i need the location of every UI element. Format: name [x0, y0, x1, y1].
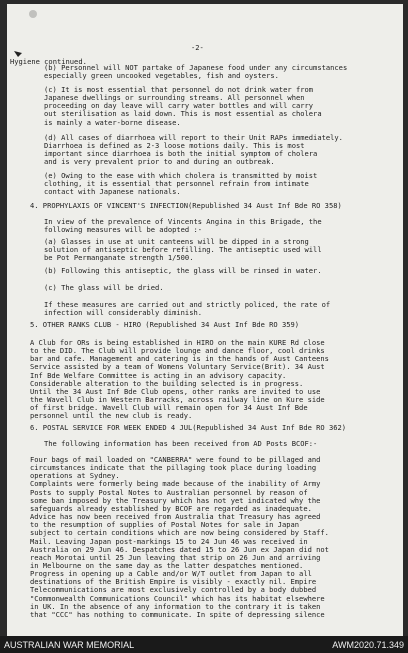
text-line: (e) Owing to the ease with which cholera is transmitted by moist: [44, 171, 318, 180]
text-line: 4. PROPHYLAXIS OF VINCENT'S INFECTION(Republished 34 Aust Inf Bde RO 358): [30, 201, 342, 210]
text-line: proceeding on day leave will carry water bottles and will carry: [44, 101, 314, 111]
text-line: 6. POSTAL SERVICE FOR WEEK ENDED 4 JUL(Republished 34 Aust Inf Bde RO 362): [30, 423, 347, 432]
text-line: in Melbourne on the same day as the latter despatches mentioned.: [30, 560, 304, 570]
text-line: clothing, it is essential that personnel refrain from intimate: [44, 179, 309, 189]
text-line: infection will considerably diminish.: [44, 308, 203, 318]
text-line: Posts to supply Postal Notes to Australian personnel by reason of: [30, 487, 308, 497]
text-line: (c) It is most essential that personnel do not drink water from: [44, 85, 314, 94]
text-line: Complaints were formerly being made because of the inability of Army: [30, 479, 321, 489]
text-line: If these measures are carried out and strictly policed, the rate of: [44, 300, 331, 309]
text-line: solution of antiseptic before refilling. The antiseptic used will: [44, 245, 322, 255]
text-line: Telecommunications are most exclusively controlled by a body dubbed: [30, 585, 317, 595]
text-line: (c) The glass will be dried.: [44, 283, 164, 292]
hygiene-continued-heading: Hygiene continued.: [10, 57, 87, 66]
text-line: Inf Bde Welfare Committee is acting in an advisory capacity.: [30, 370, 287, 380]
document-page: [7, 4, 403, 636]
text-line: out sterilisation as laid down. This is most essential as cholera: [44, 109, 322, 119]
punch-hole-mark: [29, 10, 37, 18]
text-line: 5. OTHER RANKS CLUB - HIRO (Republished 34 Aust Inf Bde RO 359): [30, 320, 300, 329]
text-line: subject to certain conditions which are now being considered by Staff.: [30, 528, 329, 538]
text-line: circumstances indicate that the pillaging took place during loading: [30, 463, 317, 473]
text-line: Diarrhoea is defined as 2-3 loose motions daily. This is most: [44, 141, 305, 151]
text-line: reach Morotai until 25 Jun leaving that strip on 26 Jun and arriving: [30, 552, 321, 562]
text-line: "Commonwealth Communications Council" which has its habitat elsewhere: [30, 593, 325, 603]
text-line: and is very prevalent prior to and during an outbreak.: [44, 157, 275, 167]
archive-footer-bar: [0, 636, 408, 653]
text-line: to the resumption of supplies of Postal Notes for sale in Japan: [30, 520, 300, 530]
text-line: Progress in opening up a Cable and/or W/T outlet from Japan to all: [30, 569, 312, 579]
text-line: to the DID. The Club will provide lounge and dance floor, cool drinks: [30, 346, 325, 356]
text-line: A Club for ORs is being established in HIRO on the main KURE Rd close: [30, 338, 325, 347]
text-line: of first bridge. Wavell Club will remain open for 34 Aust Inf Bde: [30, 403, 308, 413]
text-line: (b) Personnel will NOT partake of Japanese food under any circumstances: [44, 63, 348, 72]
text-line: is mainly a water-borne disease.: [44, 117, 181, 127]
text-line: safeguards already established by BCOF are regarded as inadequate.: [30, 503, 312, 513]
text-line: The following information has been received from AD Posts BCOF:-: [44, 439, 318, 448]
text-line: Until the 34 Aust Inf Bde Club opens, other ranks are invited to use: [30, 386, 321, 396]
text-line: Australia on 29 Jun 46. Despatches dated 15 to 26 Jun ex Japan did not: [30, 544, 329, 554]
text-line: (b) Following this antiseptic, the glass will be rinsed in water.: [44, 266, 322, 275]
text-line: in UK. In the absence of any information to the contrary it is taken: [30, 601, 321, 611]
page-number: -2-: [191, 43, 204, 52]
text-line: personnel until the new club is ready.: [30, 411, 193, 421]
text-line: important since diarrhoea is both the initial symptom of cholera: [44, 149, 318, 159]
text-line: destinations of the British Empire is visibly - exactly nil. Empire: [30, 577, 317, 587]
text-line: Four bags of mail loaded on "CANBERRA" were found to be pillaged and: [30, 455, 321, 464]
text-line: bar and cafe. Management and catering is in the hands of Aust Canteens: [30, 354, 329, 364]
text-line: (a) Glasses in use at unit canteens will be dipped in a strong: [44, 237, 309, 246]
text-line: the Wavell Club in Western Barracks, across railway line on Kure side: [30, 395, 325, 405]
text-line: Mail. Leaving Japan post-markings 15 to 24 Jun 46 was received in: [30, 536, 308, 546]
text-line: that "CCC" has nothing to communicate. In spite of depressing silence: [30, 609, 325, 619]
text-line: (d) All cases of diarrhoea will report to their Unit RAPs immediately.: [44, 133, 343, 142]
text-line: Service assisted by a team of Womens Voluntary Service(Brit). 34 Aust: [30, 362, 325, 372]
text-line: Considerable alteration to the building selected is in progress.: [30, 378, 304, 388]
text-line: especially green uncooked vegetables, fish and oysters.: [44, 71, 279, 81]
text-line: some ban imposed by the Treasury which has not yet indicated why the: [30, 495, 321, 505]
footer-source: AUSTRALIAN WAR MEMORIAL: [4, 640, 135, 650]
text-line: Advice has now been received from Australia that Treasury has agreed: [30, 512, 321, 522]
text-line: Japanese dwellings or surrounding streams. All personnel when: [44, 93, 305, 103]
text-line: be Pot Permanganate strength 1/500.: [44, 253, 194, 263]
text-line: contact with Japanese nationals.: [44, 187, 181, 197]
text-line: operations at Sydney.: [30, 471, 120, 481]
text-line: In view of the prevalence of Vincents Angina in this Brigade, the: [44, 217, 322, 226]
text-line: following measures will be adopted :-: [44, 225, 203, 235]
footer-reference: AWM2020.71.349: [332, 640, 404, 650]
